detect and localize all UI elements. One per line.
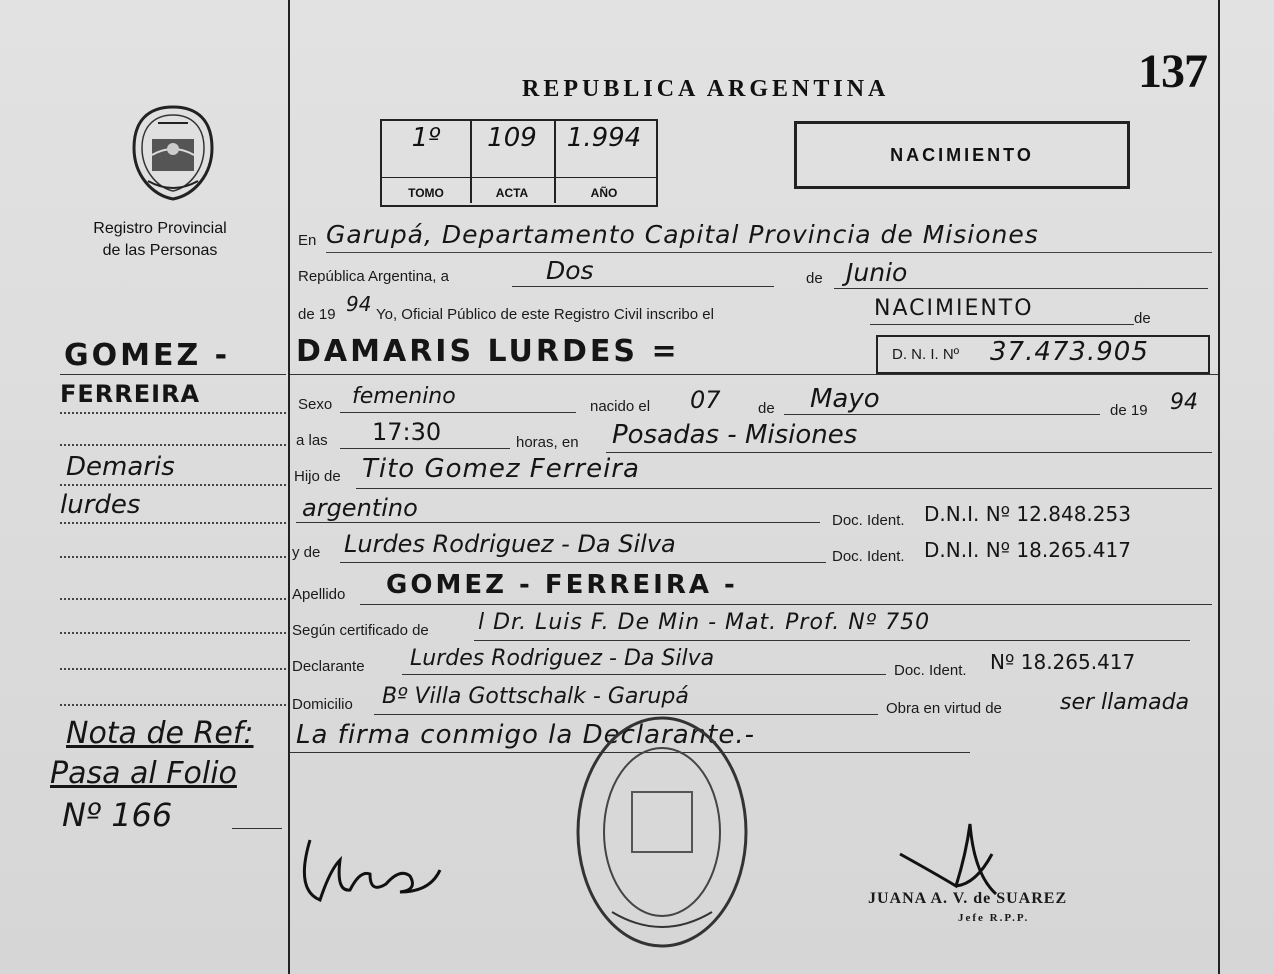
- father-name: Tito Gomez Ferreira: [362, 454, 640, 484]
- margin-note-3: Nº 166: [62, 796, 173, 834]
- ano-cell: [554, 121, 654, 203]
- margin-rule-8: [60, 632, 286, 634]
- margin-given-2: lurdes: [60, 490, 141, 520]
- line-rule-1: [326, 252, 1212, 253]
- born-day: 07: [690, 386, 721, 414]
- birthplace-value: Posadas - Misiones: [612, 420, 858, 450]
- line-rule-2a: [512, 286, 774, 287]
- sex-value: femenino: [352, 384, 456, 409]
- line-rule-5a: [340, 412, 576, 413]
- ano-label: AÑO: [590, 186, 618, 200]
- surname-value: GOMEZ - FERREIRA -: [386, 570, 738, 600]
- address-value: Bº Villa Gottschalk - Garupá: [382, 684, 689, 709]
- margin-rule-1: [60, 374, 286, 375]
- mother-name: Lurdes Rodriguez - Da Silva: [344, 530, 676, 558]
- born-month: Mayo: [810, 384, 880, 414]
- margin-rule-5: [60, 522, 286, 524]
- tomo-value: 1º: [411, 123, 441, 153]
- by-virtue-value: ser llamada: [1060, 690, 1190, 715]
- declarant-doc-label: Doc. Ident.: [894, 662, 967, 679]
- declarant-label: Declarante: [292, 658, 365, 675]
- margin-surname-1: GOMEZ -: [64, 338, 231, 373]
- index-separator: [382, 177, 656, 178]
- born-label: nacido el: [590, 398, 651, 415]
- registry-label: [60, 218, 260, 262]
- country-title: REPUBLICA ARGENTINA: [522, 76, 890, 102]
- tomo-label: TOMO: [408, 186, 444, 200]
- father-nationality: argentino: [302, 494, 418, 522]
- margin-rule-2: [60, 412, 286, 414]
- line-rule-3: [870, 324, 1134, 325]
- margin-rule-9: [60, 668, 286, 670]
- official-statement: Yo, Oficial Público de este Registro Civil inscribo el: [376, 306, 714, 323]
- dni-label: D. N. I. Nº: [892, 346, 960, 363]
- certificate-label: Según certificado de: [292, 622, 429, 639]
- official-title: Jefe R.P.P.: [958, 912, 1030, 924]
- dni-box: [876, 335, 1210, 374]
- record-index-box: [380, 119, 658, 207]
- certificate-value: l Dr. Luis F. De Min - Mat. Prof. Nº 750: [478, 610, 931, 635]
- born-year-label: de 19: [1110, 402, 1148, 419]
- line-rule-6a: [340, 448, 510, 449]
- official-name: JUANA A. V. de SUAREZ: [868, 890, 1068, 907]
- son-of-label: Hijo de: [294, 468, 341, 485]
- tick-rule-top: [1218, 0, 1220, 30]
- margin-note-1: Nota de Ref:: [66, 716, 254, 751]
- page-number: 137: [1138, 45, 1207, 98]
- margin-rule-6: [60, 556, 286, 558]
- line-rule-2b: [834, 288, 1208, 289]
- born-year: 94: [1170, 390, 1198, 415]
- date-month: Junio: [846, 258, 908, 287]
- registry-line1: Registro Provincial: [93, 220, 227, 237]
- line-rule-8: [296, 522, 820, 523]
- official-stamp-icon: [572, 712, 752, 952]
- tomo-cell: [382, 121, 472, 203]
- margin-rule-10: [60, 704, 286, 706]
- line-rule-11: [474, 640, 1190, 641]
- line-rule-6b: [606, 452, 1212, 453]
- margin-given-1: Demaris: [66, 452, 175, 482]
- father-doc-label: Doc. Ident.: [832, 512, 905, 529]
- registry-line2: de las Personas: [102, 242, 218, 259]
- ano-value: 1.994: [566, 123, 642, 153]
- left-margin-rule: [288, 0, 290, 974]
- acta-value: 109: [487, 123, 537, 153]
- sex-label: Sexo: [298, 396, 333, 413]
- place-prefix: En: [298, 232, 317, 249]
- line-rule-9: [340, 562, 826, 563]
- time-value: 17:30: [372, 418, 442, 446]
- margin-note-2: Pasa al Folio: [50, 756, 237, 791]
- line-rule-7: [356, 488, 1212, 489]
- margin-rule-4: [60, 484, 286, 486]
- margin-surname-2: FERREIRA: [60, 380, 201, 408]
- date-day: Dos: [546, 256, 594, 285]
- event-value: NACIMIENTO: [874, 296, 1034, 321]
- child-name: DAMARIS LURDES =: [296, 334, 680, 369]
- born-de-label: de: [758, 400, 775, 417]
- country-date-prefix: República Argentina, a: [298, 268, 449, 285]
- mother-doc: D.N.I. Nº 18.265.417: [924, 538, 1131, 562]
- place-value: Garupá, Departamento Capital Provincia de Misiones: [326, 220, 1039, 249]
- surname-label: Apellido: [292, 586, 346, 603]
- by-virtue-label: Obra en virtud de: [886, 700, 1002, 717]
- province-seal-icon: [128, 103, 218, 203]
- margin-rule-11: [232, 828, 282, 829]
- declarant-doc: Nº 18.265.417: [990, 650, 1136, 674]
- time-label: a las: [296, 432, 328, 449]
- line-rule-4: [290, 374, 1218, 375]
- right-edge-rule: [1218, 0, 1220, 974]
- declarant-value: Lurdes Rodriguez - Da Silva: [410, 646, 715, 671]
- record-type-box: NACIMIENTO: [794, 121, 1130, 189]
- margin-signature-icon: [290, 830, 450, 910]
- margin-rule-7: [60, 598, 286, 600]
- event-suffix: de: [1134, 310, 1151, 327]
- line-rule-10: [360, 604, 1212, 605]
- and-of-label: y de: [292, 544, 321, 561]
- date-mid: de: [806, 270, 823, 287]
- line-rule-12: [402, 674, 886, 675]
- line-rule-5b: [784, 414, 1100, 415]
- hours-label: horas, en: [516, 434, 579, 451]
- signature-statement: La firma conmigo la Declarante.-: [296, 720, 756, 750]
- father-doc: D.N.I. Nº 12.848.253: [924, 502, 1131, 526]
- mother-doc-label: Doc. Ident.: [832, 548, 905, 565]
- dni-value: 37.473.905: [990, 337, 1149, 367]
- address-label: Domicilio: [292, 696, 353, 713]
- acta-label: ACTA: [495, 186, 529, 200]
- acta-cell: [470, 121, 556, 203]
- margin-rule-3: [60, 444, 286, 446]
- year-prefix: de 19: [298, 306, 336, 323]
- year-value: 94: [346, 292, 372, 316]
